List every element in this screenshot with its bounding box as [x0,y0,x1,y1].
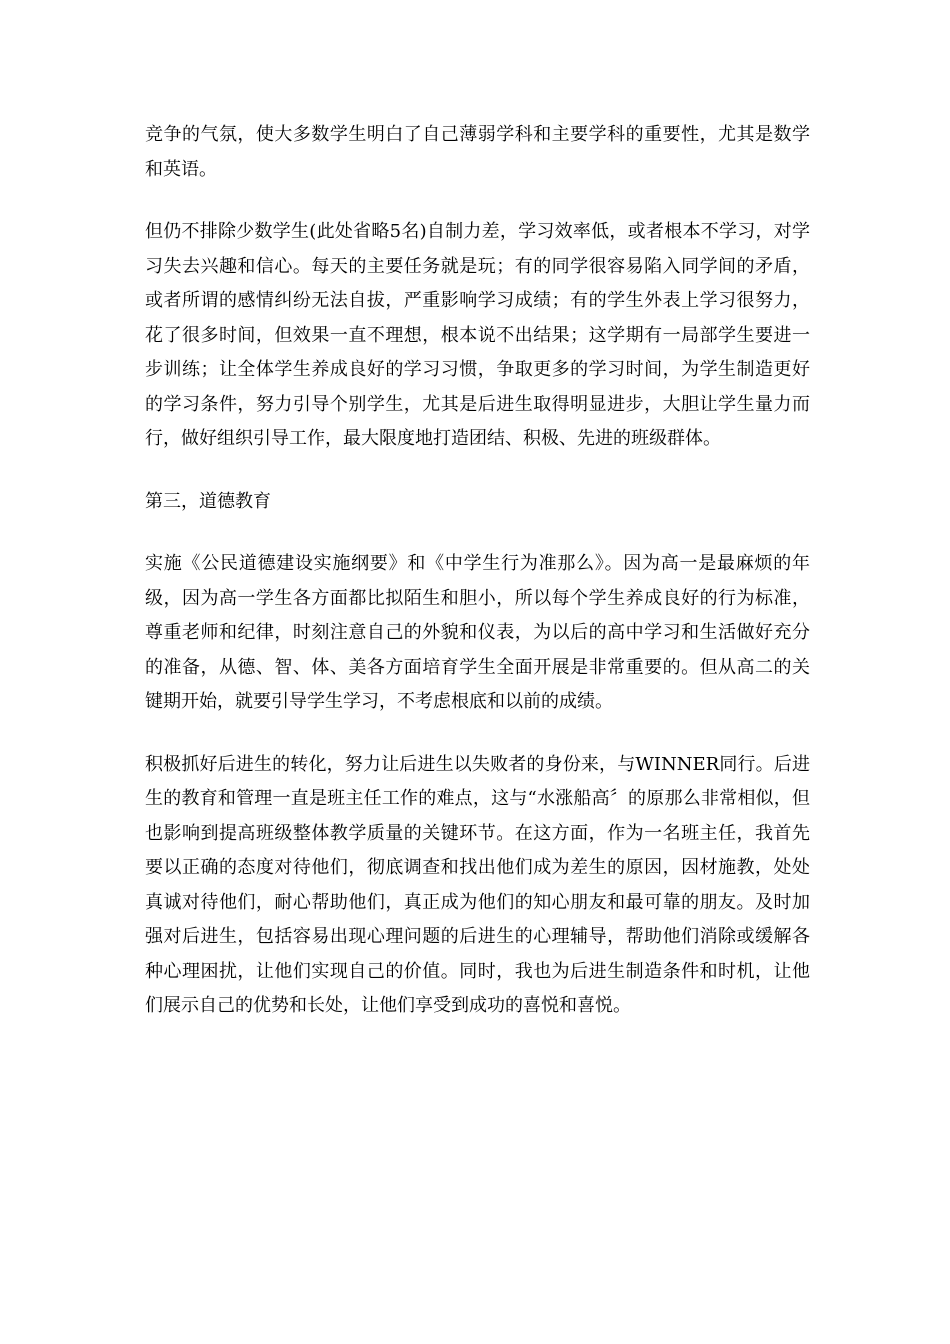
paragraph-weak-students: 但仍不排除少数学生(此处省略5名)自制力差，学习效率低，或者根本不学习，对学习失去兴趣和信心。每天的主要任务就是玩；有的同学很容易陷入同学间的矛盾，或者所谓的感情纠纷无法自拔，严重影响学习成绩；有的学生外表上学习很努力，花了很多时间，但效果一直不理想，根本说不出结果；这学期有一局部学生要进一步训练；让全体学生养成良好的学习习惯，争取更多的学习时间，为学生制造更好的学习条件，努力引导个别学生，尤其是后进生取得明显进步，大胆让学生量力而行，做好组织引导工作，最大限度地打造团结、积极、先进的班级群体。 [145,221,810,449]
paragraph-competition: 竞争的气氛，使大多数学生明白了自己薄弱学科和主要学科的重要性，尤其是数学和英语。 [145,124,810,180]
document-body [145,118,810,1052]
section-heading-moral-education: 第三，道德教育 [145,490,271,512]
paragraph-underachievers: 积极抓好后进生的转化，努力让后进生以失败者的身份来，与WINNER同行。后进生的教育和管理一直是班主任工作的难点，这与“水涨船高〞的原那么非常相似，但也影响到提高班级整体教学质量的关键环节。在这方面，作为一名班主任，我首先要以正确的态度对待他们，彻底调查和找出他们成为差生的原因，因材施教，处处真诚对待他们，耐心帮助他们，真正成为他们的知心朋友和最可靠的朋友。及时加强对后进生，包括容易出现心理问题的后进生的心理辅导，帮助他们消除或缓解各种心理困扰，让他们实现自己的价值。同时，我也为后进生制造条件和时机，让他们展示自己的优势和长处，让他们享受到成功的喜悦和喜悦。 [145,753,810,1016]
paragraph-moral-education: 实施《公民道德建设实施纲要》和《中学生行为准那么》。因为高一是最麻烦的年级，因为高一学生各方面都比拟陌生和胆小，所以每个学生养成良好的行为标准，尊重老师和纪律，时刻注意自己的外貌和仪表，为以后的高中学习和生活做好充分的准备，从德、智、体、美各方面培育学生全面开展是非常重要的。但从高二的关键期开始，就要引导学生学习，不考虑根底和以前的成绩。 [145,553,810,712]
